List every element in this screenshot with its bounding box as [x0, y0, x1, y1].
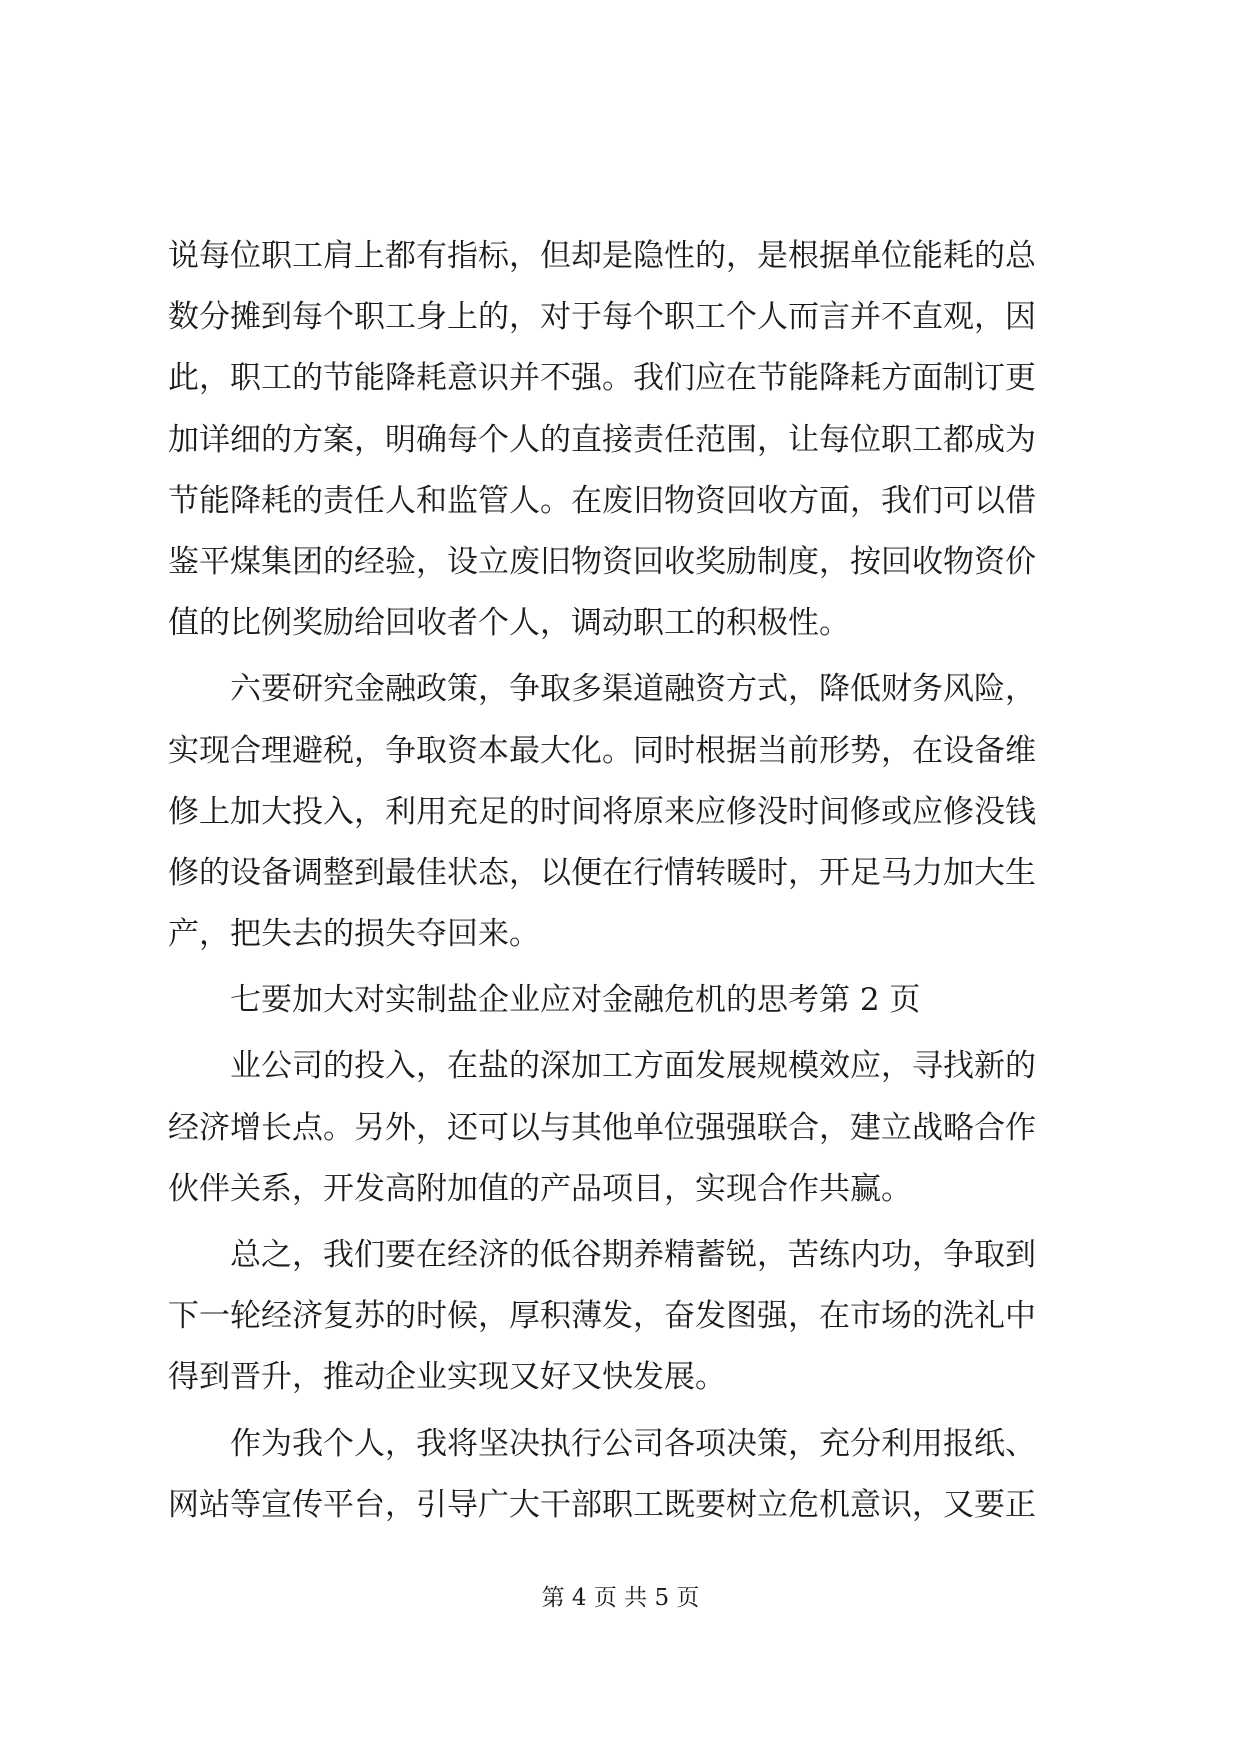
text-line: 经济增长点。另外，还可以与其他单位强强联合，建立战略合作 — [168, 1109, 1036, 1146]
text-line: 修上加大投入，利用充足的时间将原来应修没时间修或应修没钱 — [168, 793, 1036, 830]
document-body — [168, 226, 1088, 1536]
text-line: 修的设备调整到最佳状态，以便在行情转暖时，开足马力加大生 — [168, 854, 1036, 891]
text-line: 得到晋升，推动企业实现又好又快发展。 — [168, 1359, 726, 1396]
text-line: 网站等宣传平台，引导广大干部职工既要树立危机意识，又要正 — [168, 1486, 1036, 1523]
page-footer: 第 4 页 共 5 页 — [541, 1585, 700, 1611]
text-line: 实现合理避税，争取资本最大化。同时根据当前形势，在设备维 — [168, 732, 1036, 769]
text-line: 六要研究金融政策，争取多渠道融资方式，降低财务风险， — [230, 671, 1036, 708]
text-line: 说每位职工肩上都有指标，但却是隐性的，是根据单位能耗的总 — [168, 238, 1036, 274]
text-line: 下一轮经济复苏的时候，厚积薄发，奋发图强，在市场的洗礼中 — [168, 1298, 1036, 1335]
text-line: 加详细的方案，明确每个人的直接责任范围，让每位职工都成为 — [168, 421, 1036, 458]
text-line: 总之，我们要在经济的低谷期养精蓄锐，苦练内功，争取到 — [230, 1237, 1036, 1273]
text-line: 业公司的投入，在盐的深加工方面发展规模效应，寻找新的 — [230, 1048, 1036, 1085]
text-line: 值的比例奖励给回收者个人，调动职工的积极性。 — [168, 605, 850, 642]
text-line: 此，职工的节能降耗意识并不强。我们应在节能降耗方面制订更 — [168, 360, 1036, 397]
text-line: 七要加大对实制盐企业应对金融危机的思考第 2 页 — [230, 982, 921, 1019]
text-line: 作为我个人，我将坚决执行公司各项决策，充分利用报纸、 — [230, 1425, 1036, 1462]
text-line: 数分摊到每个职工身上的，对于每个职工个人而言并不直观，因 — [168, 299, 1036, 336]
text-line: 产，把失去的损失夺回来。 — [168, 916, 540, 953]
text-line: 鉴平煤集团的经验，设立废旧物资回收奖励制度，按回收物资价 — [168, 543, 1036, 580]
text-line: 伙伴关系，开发高附加值的产品项目，实现合作共赢。 — [168, 1170, 912, 1207]
text-line: 节能降耗的责任人和监管人。在废旧物资回收方面，我们可以借 — [168, 482, 1036, 519]
